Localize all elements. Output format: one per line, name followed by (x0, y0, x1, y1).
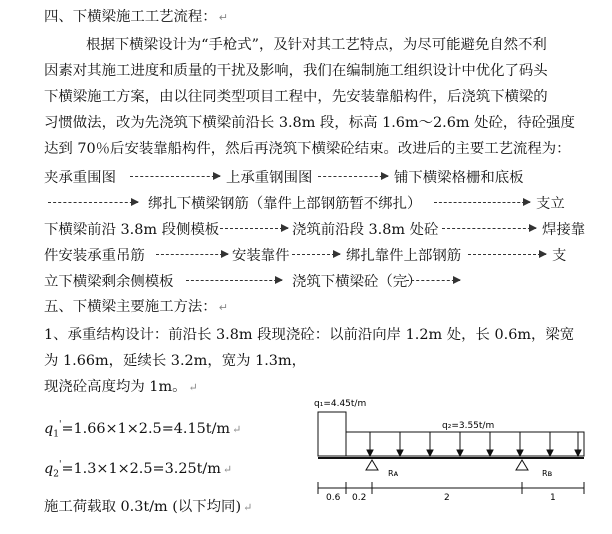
flow-arrow (48, 202, 138, 203)
flow-arrow (186, 280, 282, 281)
flow-arrow (292, 254, 340, 255)
paragraph-line-1: 根据下横梁设计为“手枪式”，及针对其工艺特点，为尽可能避免自然不利 (86, 37, 547, 53)
q2-label: q₂=3.55t/m (442, 421, 495, 431)
construction-load-note: 施工荷载取 0.3t/m (以下均同) ↵ (44, 499, 253, 515)
flow-arrow (468, 254, 546, 255)
paragraph-line-5: 达到 70％后安装靠船构件，然后再浇筑下横梁砼结束。改进后的主要工艺流程为： (44, 141, 571, 157)
flow-step-10b: 立下横梁剩余侧模板 (44, 274, 174, 290)
paragraph-line-4: 习惯做法，改为先浇筑下横梁前沿长 3.8m 段，标高 1.6m～2.6m 处砼，待砼强度 (44, 115, 575, 131)
flow-arrow (156, 254, 228, 255)
paragraph-line-2: 因素对其施工进度和质量的干扰及影响，我们在编制施工组织设计中优化了码头 (44, 63, 548, 79)
flow-step-4: 绑扎下横梁钢筋（靠件上部钢筋暂不绑扎） (148, 196, 422, 212)
dim-label-2: 0.2 (352, 493, 367, 503)
section-5-line-1: 1、承重结构设计：前沿长 3.8m 段现浇砼：以前沿向岸 1.2m 处，长 0.6m，梁宽 (44, 327, 575, 343)
flow-step-9: 绑扎靠件上部钢筋 (346, 248, 462, 264)
q1-load-block (318, 412, 346, 456)
support-b (516, 460, 528, 470)
formula-q1: $q_1'=1.66\times 1\times 2.5=4.15t/m$ ↵ (44, 420, 242, 440)
flow-step-10a: 支 (552, 248, 567, 264)
support-a (366, 460, 378, 470)
flow-step-1: 夹承重围图 (44, 170, 116, 186)
flow-step-5a: 支立 (536, 196, 565, 212)
load-arrows (367, 432, 581, 456)
dim-label-4: 1 (550, 493, 556, 503)
beam-load-diagram (312, 394, 592, 534)
reaction-b-label: Rʙ (542, 469, 553, 478)
flow-step-7b: 件安装承重吊筋 (44, 248, 145, 264)
flow-arrow (130, 176, 220, 177)
flow-step-8: 安装靠件 (232, 248, 290, 264)
section-5-line-2: 为 1.66m，延续长 3.2m，宽为 1.3m， (44, 353, 306, 369)
flow-arrow (220, 228, 288, 229)
reaction-a-label: Rᴀ (388, 469, 399, 478)
dim-label-1: 0.6 (326, 493, 341, 503)
flow-step-11: 浇筑下横梁砼（完） (292, 274, 422, 290)
flow-arrow (318, 176, 388, 177)
flow-step-3: 铺下横梁格栅和底板 (394, 170, 524, 186)
flow-step-7a: 焊接靠 (542, 222, 586, 238)
flow-step-2: 上承重钢围图 (226, 170, 313, 186)
paragraph-line-3: 下横梁施工方案，由以往同类型项目工程中，先安装靠船构件，后浇筑下横梁的 (44, 89, 548, 105)
flow-arrow (442, 228, 536, 229)
section-5-heading: 五、下横梁主要施工方法： ↵ (44, 299, 228, 315)
flow-arrow (434, 202, 530, 203)
flow-step-6: 浇筑前沿段 3.8m 处砼 (292, 222, 439, 238)
section-5-line-3: 现浇砼高度均为 1m。 ↵ (44, 379, 198, 395)
flow-arrow (406, 280, 460, 281)
formula-q2: $q_2'=1.3\times 1\times 2.5=3.25t/m$ ↵ (44, 460, 233, 480)
q1-label: q₁=4.45t/m (314, 399, 367, 409)
flow-step-5b: 下横梁前沿 3.8m 段侧模板 (44, 222, 220, 238)
section-4-heading: 四、下横梁施工工艺流程： ↵ (44, 9, 228, 25)
dim-label-3: 2 (444, 493, 450, 503)
